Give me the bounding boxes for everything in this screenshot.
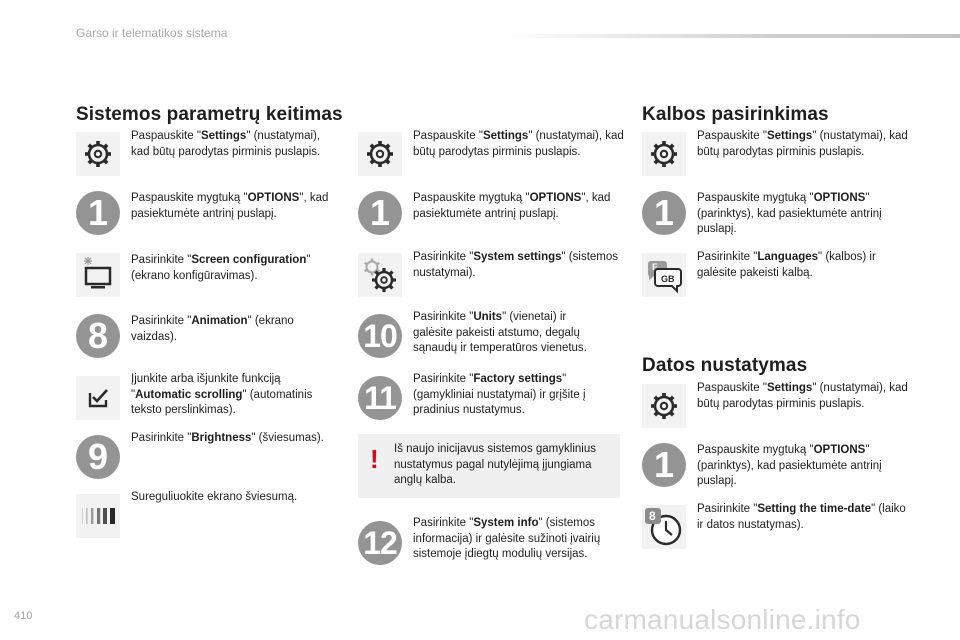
step-number-badge: 1: [358, 191, 402, 235]
lang-code-to: GB: [661, 274, 675, 284]
settings-gear-icon: [76, 132, 120, 176]
page-header-title: Garso ir telematikos sistema: [76, 26, 228, 40]
step-text: Pasirinkite "Units" (vienetai) ir galėsite pakeisti atstumo, degalų sąnaudų ir temperatūros vienetus.: [413, 311, 587, 354]
warning-exclamation-icon: !: [370, 444, 379, 474]
step-text: Paspauskite mygtuką "OPTIONS", kad pasiektumėte antrinį puslapį.: [413, 192, 611, 220]
step-text: Paspauskite mygtuką "OPTIONS", kad pasiektumėte antrinį puslapį.: [131, 192, 329, 220]
step-number-badge: 1: [642, 191, 686, 235]
checkbox-icon: [76, 376, 120, 420]
step-text: Paspauskite "Settings" (nustatymai), kad būtų parodytas pirminis puslapis.: [697, 382, 908, 410]
section-heading-date: Datos nustatymas: [642, 355, 808, 376]
step-number-badge: 11: [358, 376, 402, 420]
step-text: Pasirinkite "Factory settings" (gamykliniai nustatymai) ir grįšite į pradinius nustatymus.: [413, 373, 586, 416]
settings-gear-icon: [642, 384, 686, 428]
step-number-badge: 1: [76, 191, 120, 235]
step-number-badge: 10: [358, 314, 402, 358]
step-text: Pasirinkite "Animation" (ekrano vaizdas).: [131, 315, 294, 343]
step-text: Paspauskite "Settings" (nustatymai), kad būtų parodytas pirminis puslapis.: [413, 130, 624, 158]
step-text: Paspauskite "Settings" (nustatymai), kad būtų parodytas pirminis puslapis.: [131, 130, 321, 158]
step-number-badge: 8: [76, 314, 120, 358]
settings-gear-icon: [642, 132, 686, 176]
step-number-badge: 12: [358, 521, 402, 565]
clock-badge-number: 8: [649, 509, 656, 523]
screen-configuration-icon: [76, 253, 120, 297]
step-text: Įjunkite arba išjunkite funkciją "Automatic scrolling" (automatinis teksto perslinkimas).: [131, 373, 313, 416]
step-number-badge: 1: [642, 443, 686, 487]
section-heading-system: Sistemos parametrų keitimas: [76, 104, 343, 125]
step-text: Sureguliuokite ekrano šviesumą.: [131, 491, 298, 503]
language-bubbles-icon: [642, 253, 686, 297]
step-text: Pasirinkite "Screen configuration" (ekrano konfigūravimas).: [131, 254, 311, 282]
step-text: Pasirinkite "Brightness" (šviesumas).: [131, 432, 324, 444]
clock-icon: [642, 505, 686, 549]
header-divider: [500, 34, 960, 38]
watermark: carmanualsonline.info: [584, 604, 861, 635]
step-number-badge: 9: [76, 435, 120, 479]
step-text: Paspauskite mygtuką "OPTIONS" (parinktys), kad pasiektumėte antrinį puslapį.: [697, 444, 882, 487]
step-text: Pasirinkite "System settings" (sistemos nustatymai).: [413, 251, 619, 279]
page-number: 410: [14, 610, 33, 622]
brightness-bars-icon: [76, 494, 120, 538]
step-text: Paspauskite "Settings" (nustatymai), kad būtų parodytas pirminis puslapis.: [697, 130, 908, 158]
section-heading-language: Kalbos pasirinkimas: [642, 104, 829, 125]
system-settings-gears-icon: [358, 253, 402, 297]
step-text: Paspauskite mygtuką "OPTIONS" (parinktys), kad pasiektumėte antrinį puslapį.: [697, 192, 882, 235]
step-text: Pasirinkite "Languages" (kalbos) ir galėsite pakeisti kalbą.: [697, 251, 876, 279]
step-text: Pasirinkite "System info" (sistemos informacija) ir galėsite sužinoti įvairių sistemoje įdiegtų modulių versijas.: [413, 517, 601, 560]
warning-note: [358, 434, 620, 498]
lang-code-from: F: [652, 262, 658, 272]
warning-text: Iš naujo inicijavus sistemos gamyklinius nustatymus pagal nutylėjimą įjungiama anglų kalba.: [394, 443, 596, 486]
settings-gear-icon: [358, 132, 402, 176]
step-text: Pasirinkite "Setting the time-date" (laiko ir datos nustatymas).: [697, 503, 906, 531]
